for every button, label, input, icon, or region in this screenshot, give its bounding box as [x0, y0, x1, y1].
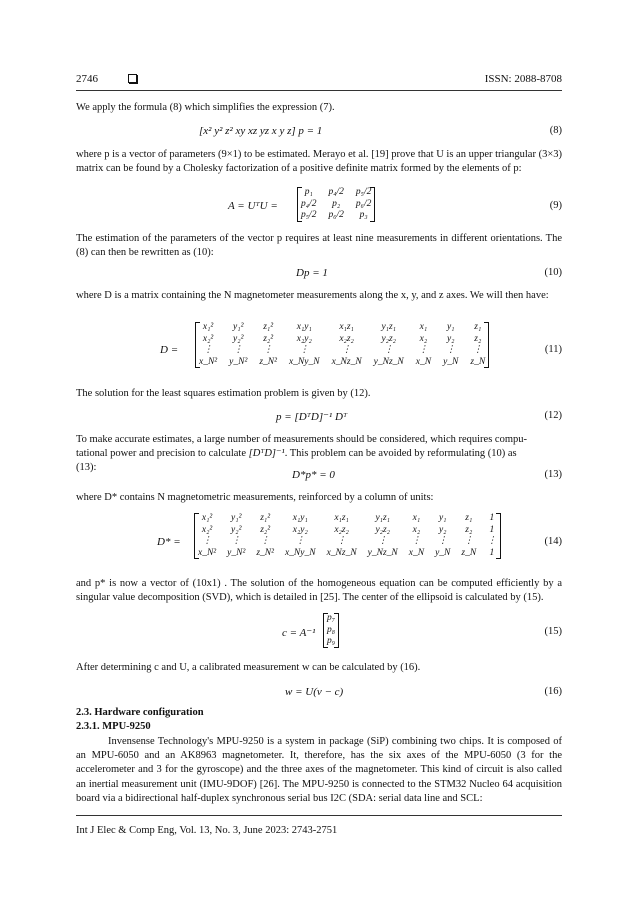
matrix-cell: z₁² [260, 513, 271, 523]
equation-8 [76, 125, 562, 141]
matrix-cell: p₂ [332, 198, 341, 209]
eq-number-15: (15) [544, 626, 562, 637]
matrix-cell: ⋮ [202, 536, 212, 546]
matrix-cell: ⋮ [260, 536, 270, 546]
matrix-cell: y₂ [438, 524, 447, 535]
matrix-cell: z_N [470, 356, 486, 367]
matrix-cell: p₈ [327, 624, 336, 635]
equation-16 [76, 686, 562, 702]
matrix-cell: ⋮ [383, 345, 394, 355]
matrix-cell: x₂ [412, 524, 421, 535]
matrix-cell: x₂y₂ [296, 333, 312, 344]
matrix-cell: y₂z₂ [375, 524, 390, 535]
matrix-cell: ⋮ [336, 536, 347, 546]
matrix-cell: p₄/2 [301, 198, 317, 209]
matrix-cell: ⋮ [473, 345, 483, 355]
p6-line-2: tational power and precision to calculate [DᵀD]⁻¹. This problem can be avoided by reformulating (10) as [76, 448, 517, 460]
matrix-cell: y_N² [229, 356, 248, 367]
matrix-cell: ⋮ [437, 536, 448, 546]
equation-9 [76, 187, 562, 227]
matrix-cell: ⋮ [203, 345, 213, 355]
matrix-cell: y₁² [233, 322, 244, 332]
subsection-heading: 2.3.1. MPU-9250 [76, 721, 151, 732]
matrix-cell: x₂y₂ [292, 524, 308, 535]
paragraph-1: We apply the formula (8) which simplifies the expression (7). [76, 102, 335, 113]
eq-number-9: (9) [549, 200, 562, 211]
matrix-cell: ⋮ [464, 536, 474, 546]
matrix-cell: x₁ [412, 513, 421, 523]
matrix-cell: p₉ [327, 636, 336, 646]
matrix-cell: p₆/2 [355, 198, 372, 209]
matrix-cell: ⋮ [231, 536, 241, 546]
eq13-body: D*p* = 0 [292, 469, 335, 481]
equation-15 [76, 613, 562, 653]
matrix-cell: x₁y₁ [292, 513, 308, 523]
issn: ISSN: 2088-8708 [484, 73, 562, 85]
paragraph-5: The solution for the least squares estimation problem is given by (12). [76, 388, 371, 399]
matrix-cell: y_Nz_N [373, 356, 404, 367]
matrix-cell: p₇ [327, 613, 336, 623]
matrix-cell: x_N² [198, 547, 217, 558]
p6-line-1: To make accurate estimates, a large number of measurements should be considered, which requires compu- [76, 434, 527, 445]
paragraph-9: After determining c and U, a calibrated measurement w can be calculated by (16). [76, 662, 421, 673]
matrix-cell: 1 [489, 547, 495, 558]
eq-number-10: (10) [544, 267, 562, 278]
p6-line-3: (13): [76, 462, 97, 474]
eq12-body: p = [DᵀD]⁻¹ Dᵀ [276, 411, 348, 423]
matrix-cell: z_N² [256, 547, 274, 558]
matrix-cell: x_N [408, 547, 425, 558]
eq11-lhs: D = [160, 344, 179, 356]
matrix-cell: y_N² [227, 547, 246, 558]
matrix-11 [195, 322, 489, 368]
matrix-cell: x₂² [202, 333, 214, 344]
matrix-cell: p₃ [359, 210, 368, 220]
eq14-lhs: D* = [157, 536, 181, 548]
equation-14 [76, 513, 562, 573]
matrix-cell: x₂ [419, 333, 428, 344]
matrix-cell: x_Ny_N [288, 356, 320, 367]
paragraph-4: where D is a matrix containing the N magnetometer measurements along the x, y, and z axes. We will then have: [76, 290, 549, 301]
matrix-cell: y₂ [446, 333, 455, 344]
eq-number-16: (16) [544, 686, 562, 697]
matrix-cell: y₂² [233, 333, 244, 344]
matrix-cell: x₁² [202, 322, 214, 332]
matrix-cell: y₁ [446, 322, 455, 332]
matrix-15 [323, 613, 339, 648]
matrix-cell: x₁z₁ [334, 513, 349, 523]
matrix-cell: ⋮ [295, 536, 305, 546]
matrix-cell: y₂² [231, 524, 242, 535]
eq9-lhs: A = UᵀU = [228, 200, 278, 212]
matrix-cell: ⋮ [233, 345, 243, 355]
matrix-cell: z₁² [263, 322, 274, 332]
matrix-cell: p₁ [304, 187, 313, 197]
matrix-9 [297, 187, 375, 222]
matrix-cell: z₂² [263, 333, 274, 344]
matrix-cell: x_Nz_N [326, 547, 357, 558]
matrix-cell: 1 [489, 513, 495, 523]
matrix-cell: z₂² [260, 524, 271, 535]
matrix-cell: y₁z₁ [381, 322, 396, 332]
matrix-cell: x₁ [419, 322, 428, 332]
matrix-14 [194, 513, 501, 559]
matrix-cell: x_N [415, 356, 432, 367]
eq16-body: w = U(v − c) [285, 686, 344, 698]
matrix-cell: x₂² [201, 524, 213, 535]
matrix-cell: y_N [443, 356, 459, 367]
equation-10 [76, 267, 562, 283]
paragraph-10: Invensense Technology's MPU-9250 is a system in package (SiP) combining two chips. It is composed of an MPU-6050 and an AK8963 magnetometer. It, therefore, has the six axes of the MPU-6050 (3 for the accelerometer and 3 for the gyroscope) and the three axes of the magnetometer. This kind of circuit is also called an inertial measurement unit (IMU-9DOF) [26]. The MPU-9250 is connected to the STM32 Nucleo 64 acquisition board via a bidirectional half-duplex synchronous serial bus I2C (SDA: serial data line and SCL: [76, 736, 562, 804]
footer-rule [76, 815, 562, 816]
matrix-cell: z_N [461, 547, 477, 558]
matrix-cell: y₂z₂ [381, 333, 396, 344]
eq-number-8: (8) [549, 125, 562, 136]
eq8-body: [x² y² z² xy xz yz x y z] p = 1 [199, 125, 323, 137]
matrix-cell: ⋮ [487, 536, 497, 546]
eq-number-13: (13) [544, 469, 562, 480]
matrix-cell: y_Nz_N [367, 547, 398, 558]
matrix-cell: y₁z₁ [375, 513, 390, 523]
page-footer: Int J Elec & Comp Eng, Vol. 13, No. 3, June 2023: 2743-2751 [76, 825, 338, 836]
matrix-cell: z₁ [474, 322, 482, 332]
matrix-cell: p₅/2 [355, 187, 372, 197]
eq-number-12: (12) [544, 410, 562, 421]
equation-13 [76, 469, 562, 485]
matrix-cell: z₂ [465, 524, 473, 535]
equation-11 [76, 322, 562, 382]
paragraph-3: The estimation of the parameters of the vector p requires at least nine measurements in different orientations. The (8) can then be rewritten as (10): [76, 233, 562, 259]
matrix-cell: ⋮ [299, 345, 309, 355]
matrix-cell: ⋮ [411, 536, 422, 546]
matrix-cell: x_Nz_N [331, 356, 362, 367]
matrix-cell: y_N [435, 547, 451, 558]
eq-number-11: (11) [544, 344, 562, 355]
paragraph-2: where p is a vector of parameters (9×1) to be estimated. Merayo et al. [19] prove that U is an upper triangular (3×3) matrix can be found by a Cholesky factorization of a positive definite matrix formed by the elements of p: [76, 149, 562, 175]
eq10-body: Dp = 1 [296, 267, 328, 279]
equation-12 [76, 410, 562, 428]
matrix-cell: p₆/2 [328, 210, 344, 220]
matrix-cell: z₁ [465, 513, 473, 523]
section-heading: 2.3. Hardware configuration [76, 707, 204, 718]
header-rule [76, 90, 562, 91]
matrix-cell: y₁ [438, 513, 447, 523]
paragraph-7: where D* contains N magnetometric measurements, reinforced by a column of units: [76, 492, 434, 503]
eq15-lhs: c = A⁻¹ [282, 627, 316, 639]
square-icon [128, 74, 137, 83]
matrix-cell: x₂z₂ [334, 524, 349, 535]
eq-number-14: (14) [544, 536, 562, 547]
page-number: 2746 [76, 73, 98, 85]
paragraph-8: and p* is now a vector of (10x1) . The solution of the homogeneous equation can be computed efficiently by a singular value decomposition (SVD), which is detailed in [25]. The center of the ellipsoid is calculated by (15). [76, 578, 562, 604]
matrix-cell: ⋮ [341, 345, 352, 355]
matrix-cell: ⋮ [445, 345, 456, 355]
matrix-cell: ⋮ [263, 345, 273, 355]
matrix-cell: x₁z₁ [339, 322, 354, 332]
matrix-cell: x_Ny_N [284, 547, 316, 558]
matrix-cell: ⋮ [418, 345, 429, 355]
matrix-cell: p₄/2 [328, 187, 344, 197]
matrix-cell: x₁y₁ [296, 322, 312, 332]
matrix-cell: z₂ [474, 333, 482, 344]
matrix-cell: 1 [489, 524, 495, 535]
matrix-cell: x_N² [199, 356, 218, 367]
matrix-cell: x₁² [201, 513, 213, 523]
inline-dtd: [DᵀD]⁻¹ [248, 448, 285, 460]
matrix-cell: x₂z₂ [339, 333, 354, 344]
matrix-cell: p₅/2 [301, 210, 317, 220]
matrix-cell: z_N² [259, 356, 277, 367]
matrix-cell: ⋮ [377, 536, 388, 546]
matrix-cell: y₁² [231, 513, 242, 523]
